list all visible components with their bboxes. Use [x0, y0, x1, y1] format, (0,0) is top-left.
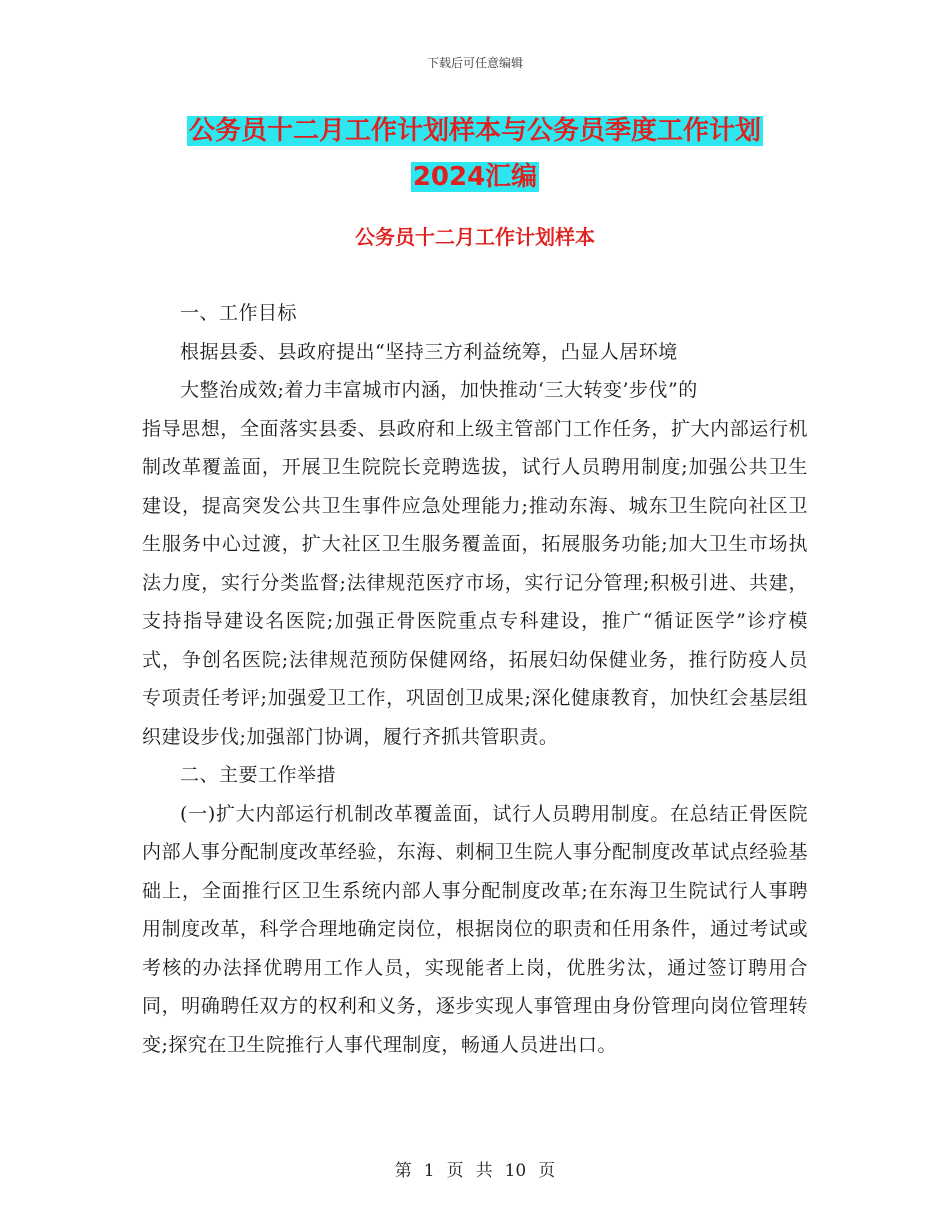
- heading-goals: 一、工作目标: [180, 302, 298, 324]
- paragraph-1-line-2: 大整治成效;着力丰富城市内涵，加快推动‘三大转变’步伐”的: [180, 379, 698, 401]
- paragraph-1-line-1: 根据县委、县政府提出“坚持三方利益统筹，凸显人居环境: [180, 340, 678, 363]
- footer-label-end: 页: [538, 1161, 556, 1181]
- title-line-2: 2024汇编: [412, 162, 538, 192]
- page-footer: [0, 1156, 950, 1181]
- document-title: [0, 108, 950, 200]
- footer-label-page: 第: [394, 1161, 412, 1181]
- footer-total-pages: 10: [504, 1161, 527, 1181]
- footer-label-total: 共: [475, 1161, 493, 1181]
- paragraph-1-rest: 指导思想，全面落实县委、县政府和上级主管部门工作任务，扩大内部运行机制改革覆盖面，开展卫生院院长竞聘选拔，试行人员聘用制度;加强公共卫生建设，提高突发公共卫生事件应急处理能力;推动东海、城东卫生院向社区卫生服务中心过渡，扩大社区卫生服务覆盖面，拓展服务功能;加大卫生市场执法力度，实行分类监督;法律规范医疗市场，实行记分管理;积极引进、共建，支持指导建设名医院;加强正骨医院重点专科建设，推广“循证医学”诊疗模式，争创名医院;法律规范预防保健网络，拓展妇幼保健业务，推行防疫人员专项责任考评;加强爱卫工作，巩固创卫成果;深化健康教育，加快红会基层组织建设步伐;加强部门协调，履行齐抓共管职责。: [142, 417, 808, 748]
- title-line-1: 公务员十二月工作计划样本与公务员季度工作计划: [188, 116, 761, 146]
- footer-label-of: 页: [446, 1161, 464, 1181]
- footer-current-page: 1: [423, 1161, 435, 1181]
- paragraph-2: (一)扩大内部运行机制改革覆盖面，试行人员聘用制度。在总结正骨医院内部人事分配制度改革经验，东海、刺桐卫生院人事分配制度改革试点经验基础上，全面推行区卫生系统内部人事分配制度改革;在东海卫生院试行人事聘用制度改革，科学合理地确定岗位，根据岗位的职责和任用条件，通过考试或考核的办法择优聘用工作人员，实现能者上岗，优胜劣汰，通过签订聘用合同，明确聘任双方的权利和义务，逐步实现人事管理由身份管理向岗位管理转变;探究在卫生院推行人事代理制度，畅通人员进出口。: [142, 802, 808, 1056]
- heading-measures: 二、主要工作举措: [180, 764, 337, 786]
- page-header-note: 下载后可任意编辑: [426, 56, 523, 70]
- section-title: 公务员十二月工作计划样本: [355, 225, 595, 249]
- document-body: [142, 294, 808, 1064]
